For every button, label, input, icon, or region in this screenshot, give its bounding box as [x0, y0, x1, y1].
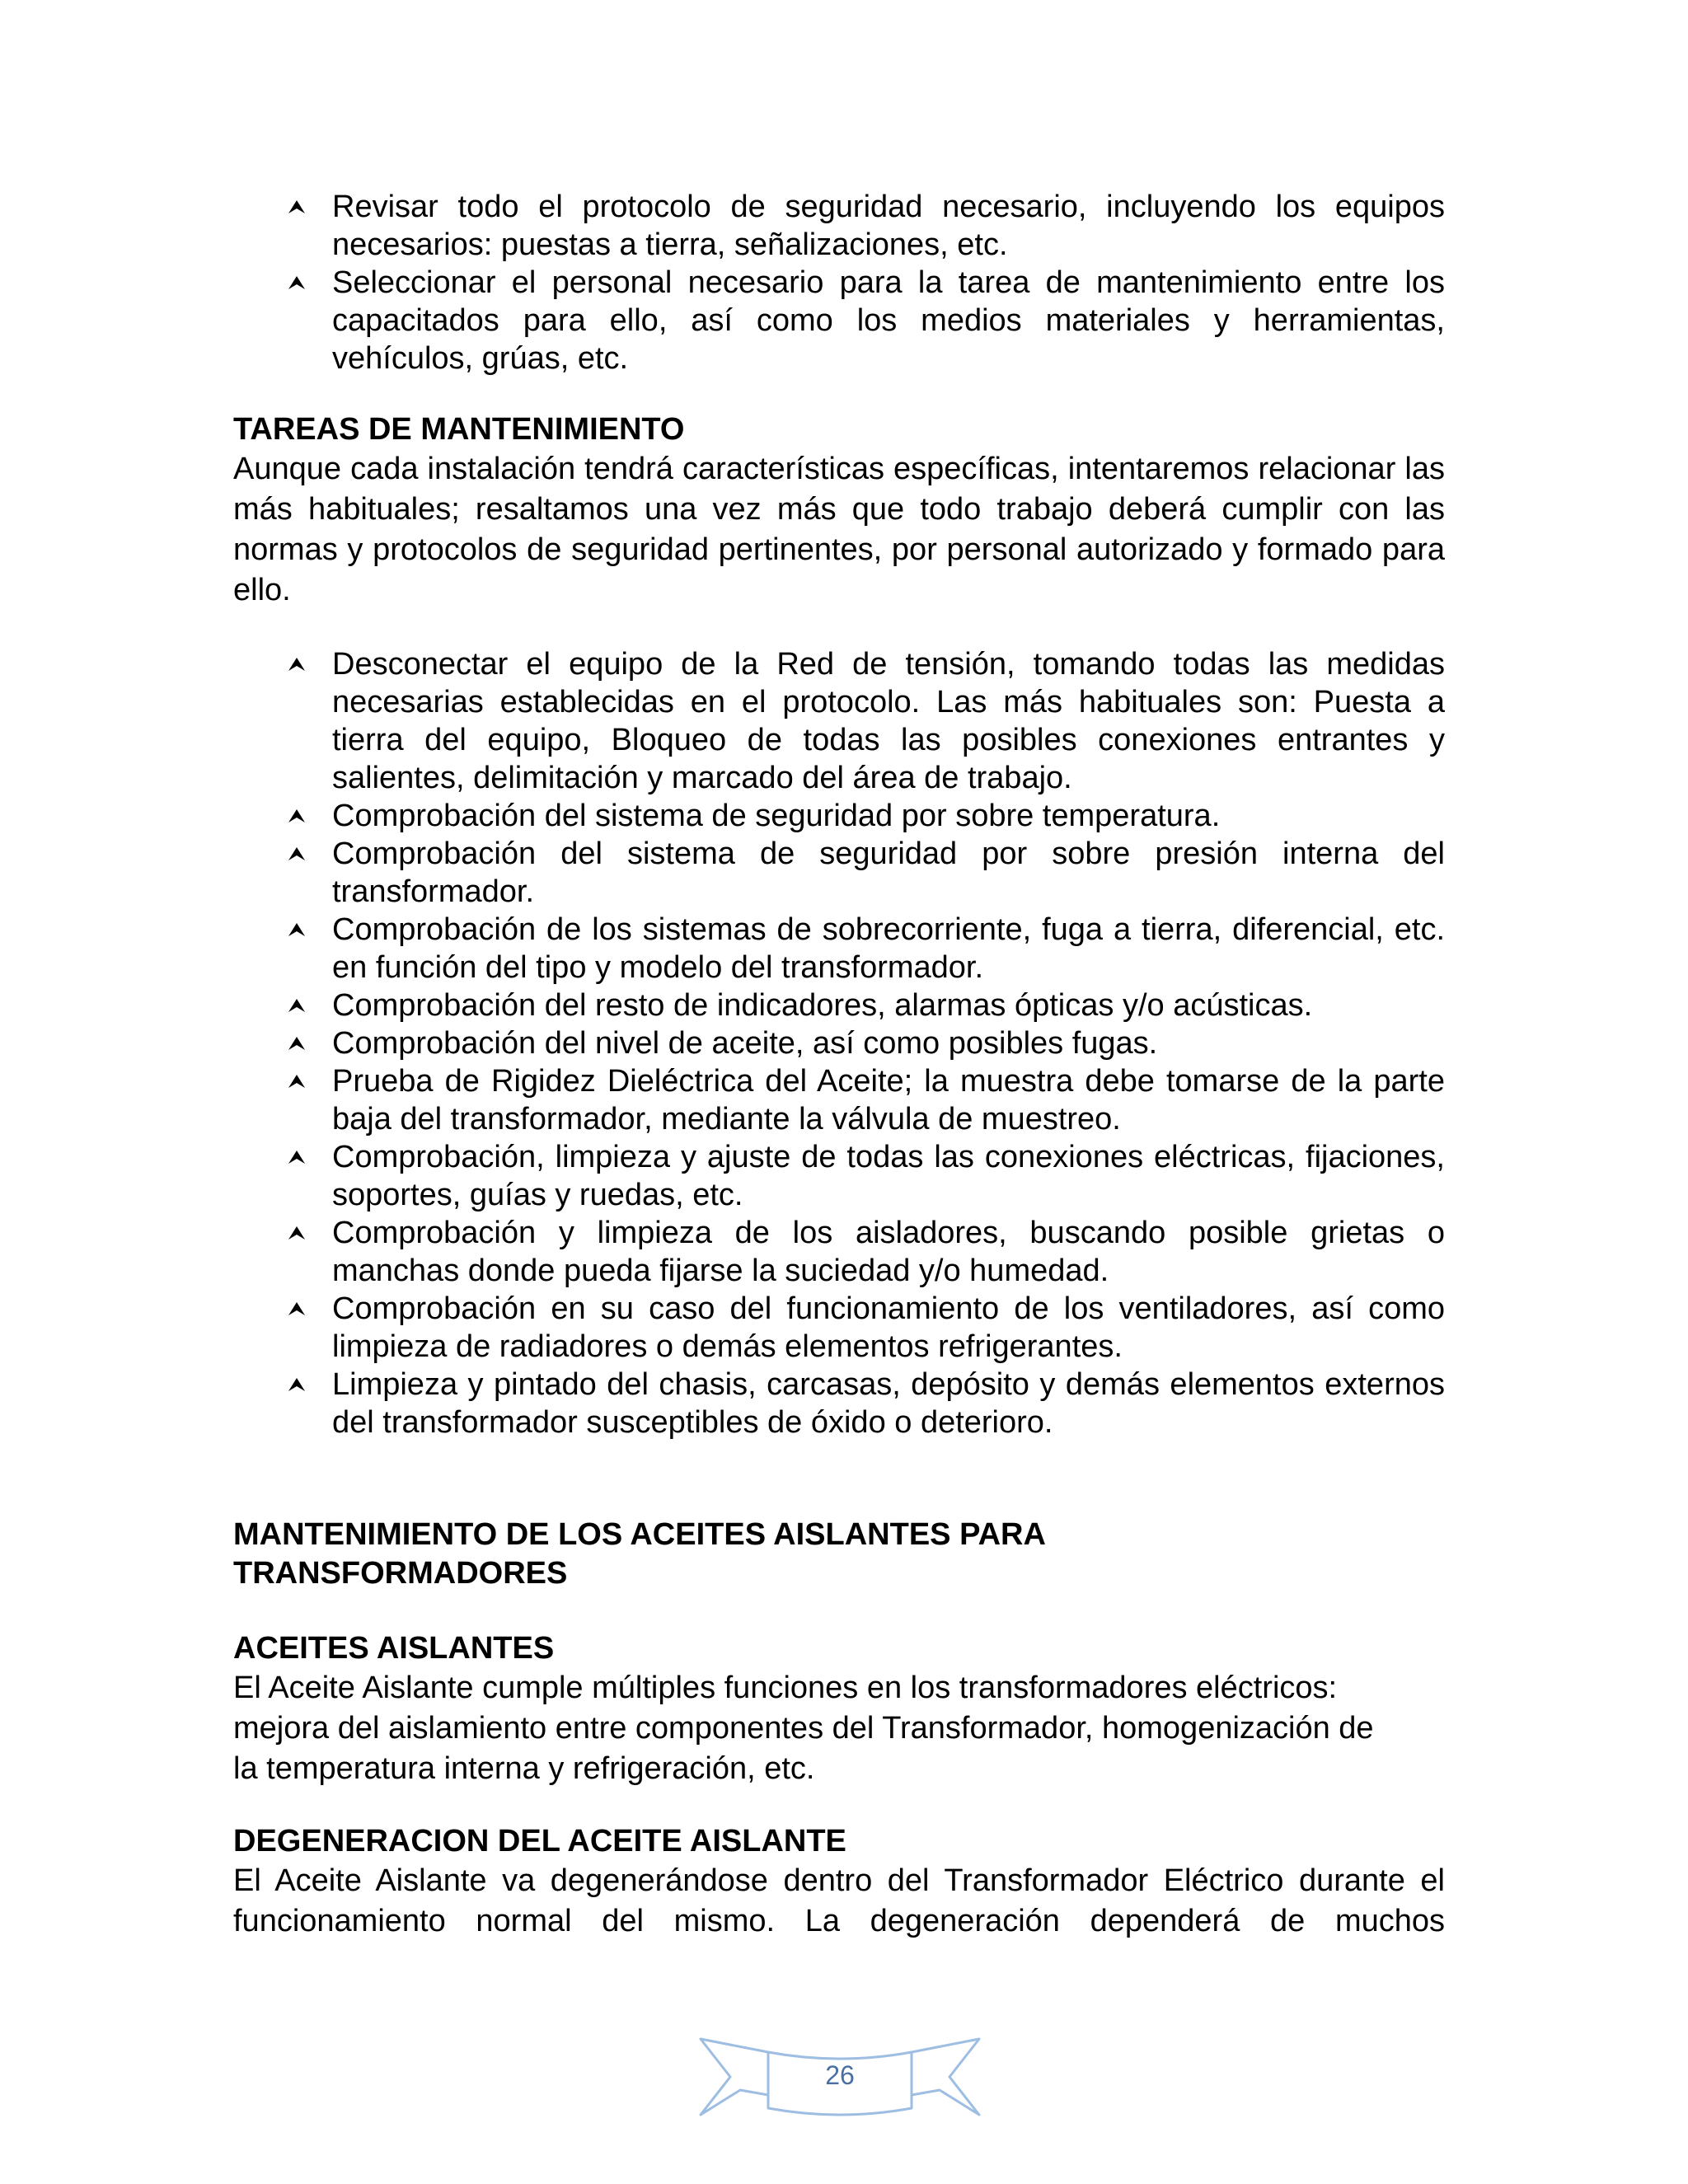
list-item-text: Revisar todo el protocolo de seguridad necesario, incluyendo los equipos necesarios: puestas a tierra, señalizaciones, etc.: [332, 190, 1445, 262]
page-number: 26: [825, 2060, 855, 2090]
list-item-text: Prueba de Rigidez Dieléctrica del Aceite; la muestra debe tomarse de la parte baja del transformador, mediante la válvula de muestreo.: [332, 1064, 1445, 1137]
bullet-arrow-icon: [288, 1150, 306, 1165]
section-heading-aceites-aislantes: ACEITES AISLANTES: [233, 1631, 555, 1666]
intro-bullet-list: [233, 188, 1445, 377]
list-item: [332, 1214, 1445, 1290]
list-item-text: Comprobación del sistema de seguridad por sobre presión interna del transformador.: [332, 837, 1445, 909]
list-item-text: Comprobación de los sistemas de sobrecorriente, fuga a tierra, diferencial, etc. en función del tipo y modelo del transformador.: [332, 912, 1445, 985]
list-item-text: Desconectar el equipo de la Red de tensión, tomando todas las medidas necesarias establecidas en el protocolo. Las más habituales son: Puesta a tierra del equipo, Bloqueo de todas las posibles conexiones entrantes y salientes, delimitación y marcado del área de trabajo.: [332, 647, 1445, 795]
list-item: [332, 1290, 1445, 1366]
section-heading-mantenimiento-aceites: [233, 1516, 1445, 1593]
heading-line: TRANSFORMADORES: [233, 1556, 568, 1591]
section-paragraph-tareas: Aunque cada instalación tendrá características específicas, intentaremos relacionar las más habituales; resaltamos una vez más que todo trabajo deberá cumplir con las normas y protocolos de seguridad pertinentes, por personal autorizado y formado para ello.: [233, 452, 1445, 607]
list-item: [332, 911, 1445, 987]
paragraph-line: la temperatura interna y refrigeración, etc.: [233, 1751, 815, 1786]
list-item: [332, 797, 1445, 835]
list-item: [332, 264, 1445, 377]
bullet-arrow-icon: [288, 1301, 306, 1316]
page-number-banner: [697, 2036, 982, 2118]
list-item: [332, 1138, 1445, 1214]
paragraph-line: mejora del aislamiento entre componentes del Transformador, homogenización de: [233, 1711, 1374, 1746]
paragraph-line: El Aceite Aislante cumple múltiples funciones en los transformadores eléctricos:: [233, 1671, 1338, 1705]
bullet-arrow-icon: [288, 199, 306, 214]
list-item: [332, 188, 1445, 264]
bullet-arrow-icon: [288, 275, 306, 290]
bullet-arrow-icon: [288, 846, 306, 861]
section-paragraph-degeneracion: El Aceite Aislante va degenerándose dentro del Transformador Eléctrico durante el funcionamiento normal del mismo. La degeneración dependerá de muchos: [233, 1863, 1445, 1938]
section-heading-tareas: TAREAS DE MANTENIMIENTO: [233, 412, 685, 447]
page-content: [233, 188, 1445, 1942]
list-item: [332, 645, 1445, 797]
list-item-text: Comprobación del resto de indicadores, alarmas ópticas y/o acústicas.: [332, 988, 1313, 1023]
list-item-text: Comprobación, limpieza y ajuste de todas las conexiones eléctricas, fijaciones, soportes, guías y ruedas, etc.: [332, 1140, 1445, 1212]
bullet-arrow-icon: [288, 657, 306, 672]
bullet-arrow-icon: [288, 1377, 306, 1392]
list-item-text: Comprobación y limpieza de los aisladores, buscando posible grietas o manchas donde pueda fijarse la suciedad y/o humedad.: [332, 1216, 1445, 1288]
bullet-arrow-icon: [288, 1036, 306, 1051]
list-item-text: Seleccionar el personal necesario para la tarea de mantenimiento entre los capacitados para ello, así como los medios materiales y herramientas, vehículos, grúas, etc.: [332, 265, 1445, 376]
list-item: [332, 1366, 1445, 1441]
list-item-text: Comprobación del nivel de aceite, así como posibles fugas.: [332, 1026, 1158, 1061]
section-paragraph-aceites-aislantes: [233, 1668, 1445, 1789]
bullet-arrow-icon: [288, 998, 306, 1013]
list-item: [332, 1024, 1445, 1062]
heading-line: MANTENIMIENTO DE LOS ACEITES AISLANTES PARA: [233, 1517, 1046, 1552]
list-item: [332, 987, 1445, 1024]
list-item: [332, 1062, 1445, 1138]
bullet-arrow-icon: [288, 1074, 306, 1089]
bullet-arrow-icon: [288, 1226, 306, 1240]
bullet-arrow-icon: [288, 808, 306, 823]
list-item-text: Limpieza y pintado del chasis, carcasas, depósito y demás elementos externos del transformador susceptibles de óxido o deterioro.: [332, 1367, 1445, 1440]
section-heading-degeneracion: DEGENERACION DEL ACEITE AISLANTE: [233, 1824, 846, 1858]
list-item-text: Comprobación en su caso del funcionamiento de los ventiladores, así como limpieza de radiadores o demás elementos refrigerantes.: [332, 1291, 1445, 1364]
bullet-arrow-icon: [288, 922, 306, 937]
list-item-text: Comprobación del sistema de seguridad por sobre temperatura.: [332, 799, 1221, 833]
list-item: [332, 835, 1445, 911]
maintenance-task-list: [233, 645, 1445, 1441]
